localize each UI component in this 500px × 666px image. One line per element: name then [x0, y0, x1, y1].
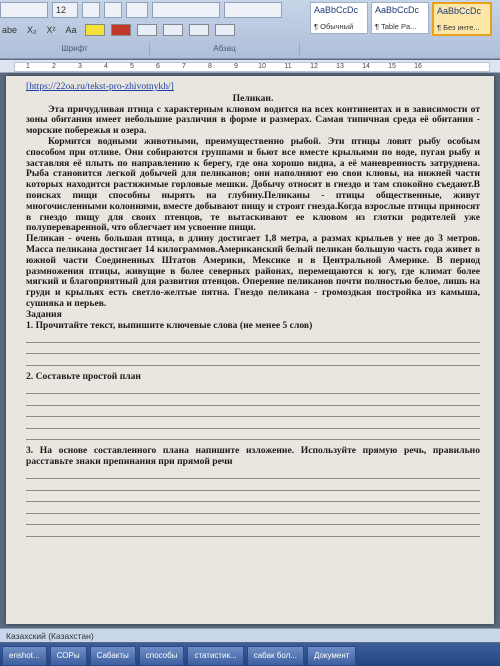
ruler-tick: 11: [284, 63, 292, 70]
ruler-tick: 15: [388, 63, 396, 70]
paragraph-controls[interactable]: [152, 2, 220, 18]
align-left-button[interactable]: [137, 24, 157, 36]
group-paragraph-label: Абзац: [150, 42, 300, 56]
document-title: Пеликан.: [232, 92, 274, 104]
superscript-button[interactable]: X²: [46, 25, 56, 35]
task-3: 3. На основе составленного плана напишите изложение. Используйте прямую речь, правильно расставьте знаки препинания при прямой речи: [26, 445, 480, 467]
taskbar: [0, 643, 500, 666]
clear-format-button[interactable]: [126, 2, 148, 18]
font-color-button[interactable]: [111, 24, 131, 36]
taskbar-item[interactable]: Документ: [307, 646, 357, 666]
format-buttons: [0, 22, 300, 38]
shrink-font-button[interactable]: [104, 2, 122, 18]
style-sample: AaBbCcDc: [375, 5, 420, 15]
paragraph-1: Эта причудливая птица с характерным клювом водится на всех континентах и в зависимости от зоны обитания имеет небольшие различия в форме и размерах. Самая типичная среда её обитания - морские побережья и озера.: [26, 103, 480, 137]
ruler-tick: 2: [52, 63, 56, 70]
answer-line[interactable]: [26, 394, 480, 406]
horizontal-ruler[interactable]: [0, 60, 500, 73]
ruler-tick: 6: [156, 63, 160, 70]
taskbar-item[interactable]: статистик...: [187, 646, 243, 666]
strikethrough-button[interactable]: abe: [2, 25, 18, 35]
ruler-tick: 10: [258, 63, 266, 70]
subscript-button[interactable]: X₂: [27, 25, 37, 35]
style-label: ¶ Table Pa...: [375, 22, 417, 31]
taskbar-item[interactable]: Сабакты: [90, 646, 136, 666]
taskbar-item[interactable]: enshot...: [2, 646, 47, 666]
answer-line[interactable]: [26, 406, 480, 418]
ruler-tick: 13: [336, 63, 344, 70]
answer-line[interactable]: [26, 331, 480, 343]
grow-font-button[interactable]: [82, 2, 100, 18]
style-no-spacing[interactable]: [432, 2, 492, 36]
document-body[interactable]: [26, 82, 480, 537]
taskbar-item[interactable]: сабак бол...: [247, 646, 304, 666]
answer-line[interactable]: [26, 417, 480, 429]
paragraph-2: Кормится водными животными, преимущественно рыбой. Эти птицы ловят рыбу особым способом при отливе. Они собираются группами и бьют все вместе крыльями по воде, пугая рыбу и заставляя её плыть по направлению к берегу, где она хорошо видна, а её маневренность затруднена. Рыба становится легкой добычей для пеликанов; они наполняют ею свои клювы, на нижней части которых находится растяжимые горловые мешки. Добычу относят в гнездо и там спокойно съедают.В поисках пищи способны нырять на глубину.Пеликаны - птицы общественные, живут многочисленными колониями, вместе добывают пищу и строят гнезда.Когда взрослые птицы приносят в гнездо пищу для своих птенцов, те вытаскивают ее клювом из глотки родителей уже полупереваренной, что облегчает им усвоение пищи.: [26, 135, 480, 234]
indent-controls[interactable]: [224, 2, 282, 18]
ruler-tick: 14: [362, 63, 370, 70]
paragraph-3: Пеликан - очень большая птица, в длину достигает 1,8 метра, а размах крыльев у нее до 3 метров. Масса пеликана достигает 14 килограммов.Американский белый пеликан большую часть года живет в южной части Соединенных Штатов Америки, Мексике и в Центральной Америке. В период размножения птицы, живущие в более северных районах, перемещаются к югу, где климат более мягкий и благоприятный для развития птенцов. Оперение пеликанов почти полностью белое, лишь на груди и крыльях есть светло-желтые пятна. Гнездо пеликана - громоздкая постройка из камыша, сушняка и перьев.: [26, 233, 480, 309]
align-center-button[interactable]: [163, 24, 183, 36]
highlight-color-button[interactable]: [85, 24, 105, 36]
task-1: 1. Прочитайте текст, выпишите ключевые слова (не менее 5 слов): [26, 319, 313, 331]
ruler-track: [14, 62, 490, 72]
language-indicator[interactable]: Казахский (Казахстан): [6, 631, 94, 641]
ruler-tick: 9: [234, 63, 238, 70]
taskbar-item[interactable]: СОРы: [50, 646, 87, 666]
style-table-paragraph[interactable]: [371, 2, 429, 34]
answer-line[interactable]: [26, 429, 480, 441]
styles-gallery: [310, 2, 492, 36]
taskbar-item[interactable]: способы: [139, 646, 185, 666]
ruler-tick: 8: [208, 63, 212, 70]
justify-button[interactable]: [189, 24, 209, 36]
style-sample: AaBbCcDc: [437, 6, 482, 16]
font-size-dropdown[interactable]: 12: [52, 2, 78, 18]
task-2: 2. Составьте простой план: [26, 370, 141, 382]
ruler-tick: 3: [78, 63, 82, 70]
change-case-button[interactable]: Aa: [65, 25, 77, 35]
source-link[interactable]: [https://22oa.ru/tekst-pro-zhivotnykh/]: [26, 81, 174, 92]
answer-line[interactable]: [26, 354, 480, 366]
answer-line[interactable]: [26, 343, 480, 355]
answer-line[interactable]: [26, 514, 480, 526]
font-controls: [0, 2, 300, 18]
ruler-tick: 5: [130, 63, 134, 70]
ribbon-group-labels: [0, 42, 300, 56]
tasks-heading: Задания: [26, 308, 62, 320]
ruler-tick: 1: [26, 63, 30, 70]
status-bar: [0, 628, 500, 642]
style-normal[interactable]: [310, 2, 368, 34]
answer-line[interactable]: [26, 468, 480, 480]
ruler-tick: 4: [104, 63, 108, 70]
answer-line[interactable]: [26, 383, 480, 395]
ruler-tick: 7: [182, 63, 186, 70]
answer-line[interactable]: [26, 491, 480, 503]
group-font-label: Шрифт: [0, 42, 150, 56]
ruler-tick: 16: [414, 63, 422, 70]
line-spacing-button[interactable]: [215, 24, 235, 36]
style-sample: AaBbCcDc: [314, 5, 359, 15]
document-page[interactable]: [6, 76, 494, 624]
font-name-dropdown[interactable]: [0, 2, 48, 18]
answer-line[interactable]: [26, 502, 480, 514]
ribbon: [0, 0, 500, 59]
answer-line[interactable]: [26, 479, 480, 491]
answer-line[interactable]: [26, 525, 480, 537]
style-label: ¶ Обычный: [314, 22, 354, 31]
style-label: ¶ Без инте...: [437, 23, 480, 32]
ruler-tick: 12: [310, 63, 318, 70]
